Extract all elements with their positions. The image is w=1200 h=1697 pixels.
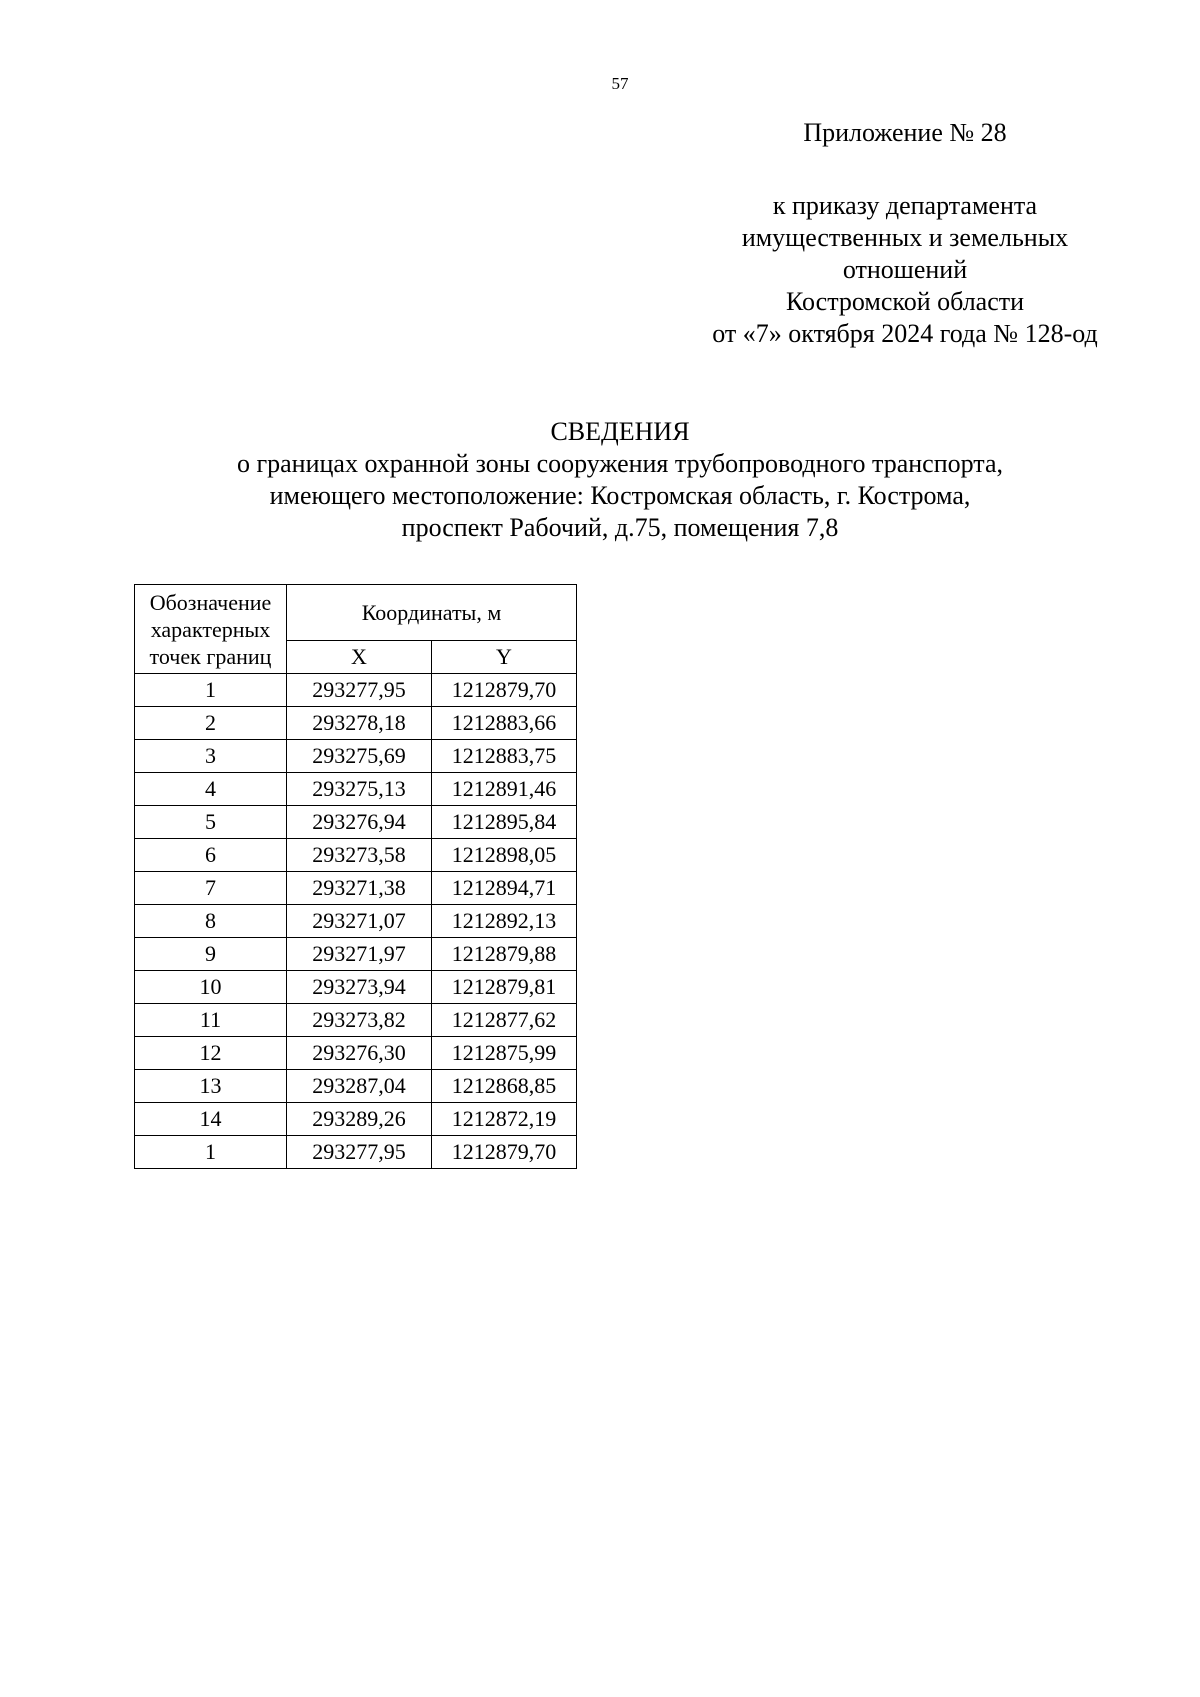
table-row	[135, 806, 577, 839]
table-row	[135, 839, 577, 872]
y-coordinate-cell: 1212883,66	[432, 707, 577, 740]
table-row	[135, 1136, 577, 1169]
y-coordinate-cell: 1212875,99	[432, 1037, 577, 1070]
point-cell: 2	[135, 707, 287, 740]
table-row	[135, 674, 577, 707]
coordinates-table	[134, 584, 577, 1169]
point-cell: 11	[135, 1004, 287, 1037]
table-row	[135, 905, 577, 938]
document-subtitle-line: проспект Рабочий, д.75, помещения 7,8	[401, 513, 839, 542]
x-coordinate-cell: 293289,26	[287, 1103, 432, 1136]
x-coordinate-cell: 293275,69	[287, 740, 432, 773]
point-cell: 13	[135, 1070, 287, 1103]
point-cell: 12	[135, 1037, 287, 1070]
table-row	[135, 1004, 577, 1037]
x-coordinate-cell: 293276,30	[287, 1037, 432, 1070]
point-header-line: Обозначение	[149, 589, 272, 615]
table-row	[135, 1103, 577, 1136]
x-coordinate-cell: 293287,04	[287, 1070, 432, 1103]
point-cell: 5	[135, 806, 287, 839]
point-header-line: точек границ	[149, 643, 272, 669]
x-coordinate-cell: 293278,18	[287, 707, 432, 740]
y-coordinate-cell: 1212883,75	[432, 740, 577, 773]
x-coordinate-cell: 293276,94	[287, 806, 432, 839]
y-coordinate-cell: 1212892,13	[432, 905, 577, 938]
coordinates-header: Координаты, м	[287, 585, 577, 641]
page-number: 57	[611, 74, 629, 93]
point-cell: 6	[135, 839, 287, 872]
document-title: СВЕДЕНИЯ	[550, 417, 690, 446]
y-coordinate-cell: 1212898,05	[432, 839, 577, 872]
point-cell: 4	[135, 773, 287, 806]
table-row	[135, 1070, 577, 1103]
order-reference	[640, 190, 1170, 350]
order-line: к приказу департамента	[772, 191, 1038, 220]
point-designation-header	[135, 585, 287, 674]
point-cell: 9	[135, 938, 287, 971]
x-coordinate-cell: 293271,07	[287, 905, 432, 938]
table-row	[135, 872, 577, 905]
y-coordinate-cell: 1212879,70	[432, 1136, 577, 1169]
x-coordinate-cell: 293277,95	[287, 1136, 432, 1169]
table-row	[135, 740, 577, 773]
document-heading	[0, 416, 1200, 544]
y-coordinate-cell: 1212877,62	[432, 1004, 577, 1037]
order-line: Костромской области	[785, 287, 1025, 316]
x-coordinate-cell: 293271,38	[287, 872, 432, 905]
coordinates-table-body	[135, 674, 577, 1169]
y-column-header: Y	[432, 641, 577, 674]
table-row	[135, 1037, 577, 1070]
point-cell: 7	[135, 872, 287, 905]
appendix-title: Приложение № 28	[803, 118, 1007, 147]
point-cell: 14	[135, 1103, 287, 1136]
x-coordinate-cell: 293277,95	[287, 674, 432, 707]
y-coordinate-cell: 1212894,71	[432, 872, 577, 905]
y-coordinate-cell: 1212879,70	[432, 674, 577, 707]
y-coordinate-cell: 1212868,85	[432, 1070, 577, 1103]
document-subtitle-line: о границах охранной зоны сооружения трубопроводного транспорта,	[236, 449, 1004, 478]
table-row	[135, 773, 577, 806]
y-coordinate-cell: 1212895,84	[432, 806, 577, 839]
point-header-line: характерных	[150, 616, 271, 642]
point-cell: 8	[135, 905, 287, 938]
x-coordinate-cell: 293275,13	[287, 773, 432, 806]
y-coordinate-cell: 1212879,81	[432, 971, 577, 1004]
table-row	[135, 971, 577, 1004]
y-coordinate-cell: 1212879,88	[432, 938, 577, 971]
x-coordinate-cell: 293273,94	[287, 971, 432, 1004]
order-line: отношений	[842, 255, 968, 284]
table-row	[135, 707, 577, 740]
x-column-header: X	[287, 641, 432, 674]
point-cell: 10	[135, 971, 287, 1004]
document-subtitle-line: имеющего местоположение: Костромская область, г. Кострома,	[269, 481, 971, 510]
point-cell: 1	[135, 1136, 287, 1169]
x-coordinate-cell: 293271,97	[287, 938, 432, 971]
order-line: имущественных и земельных	[741, 223, 1069, 252]
x-coordinate-cell: 293273,82	[287, 1004, 432, 1037]
x-coordinate-cell: 293273,58	[287, 839, 432, 872]
table-row	[135, 938, 577, 971]
point-cell: 1	[135, 674, 287, 707]
point-cell: 3	[135, 740, 287, 773]
y-coordinate-cell: 1212872,19	[432, 1103, 577, 1136]
order-line: от «7» октября 2024 года № 128-од	[712, 319, 1098, 348]
y-coordinate-cell: 1212891,46	[432, 773, 577, 806]
